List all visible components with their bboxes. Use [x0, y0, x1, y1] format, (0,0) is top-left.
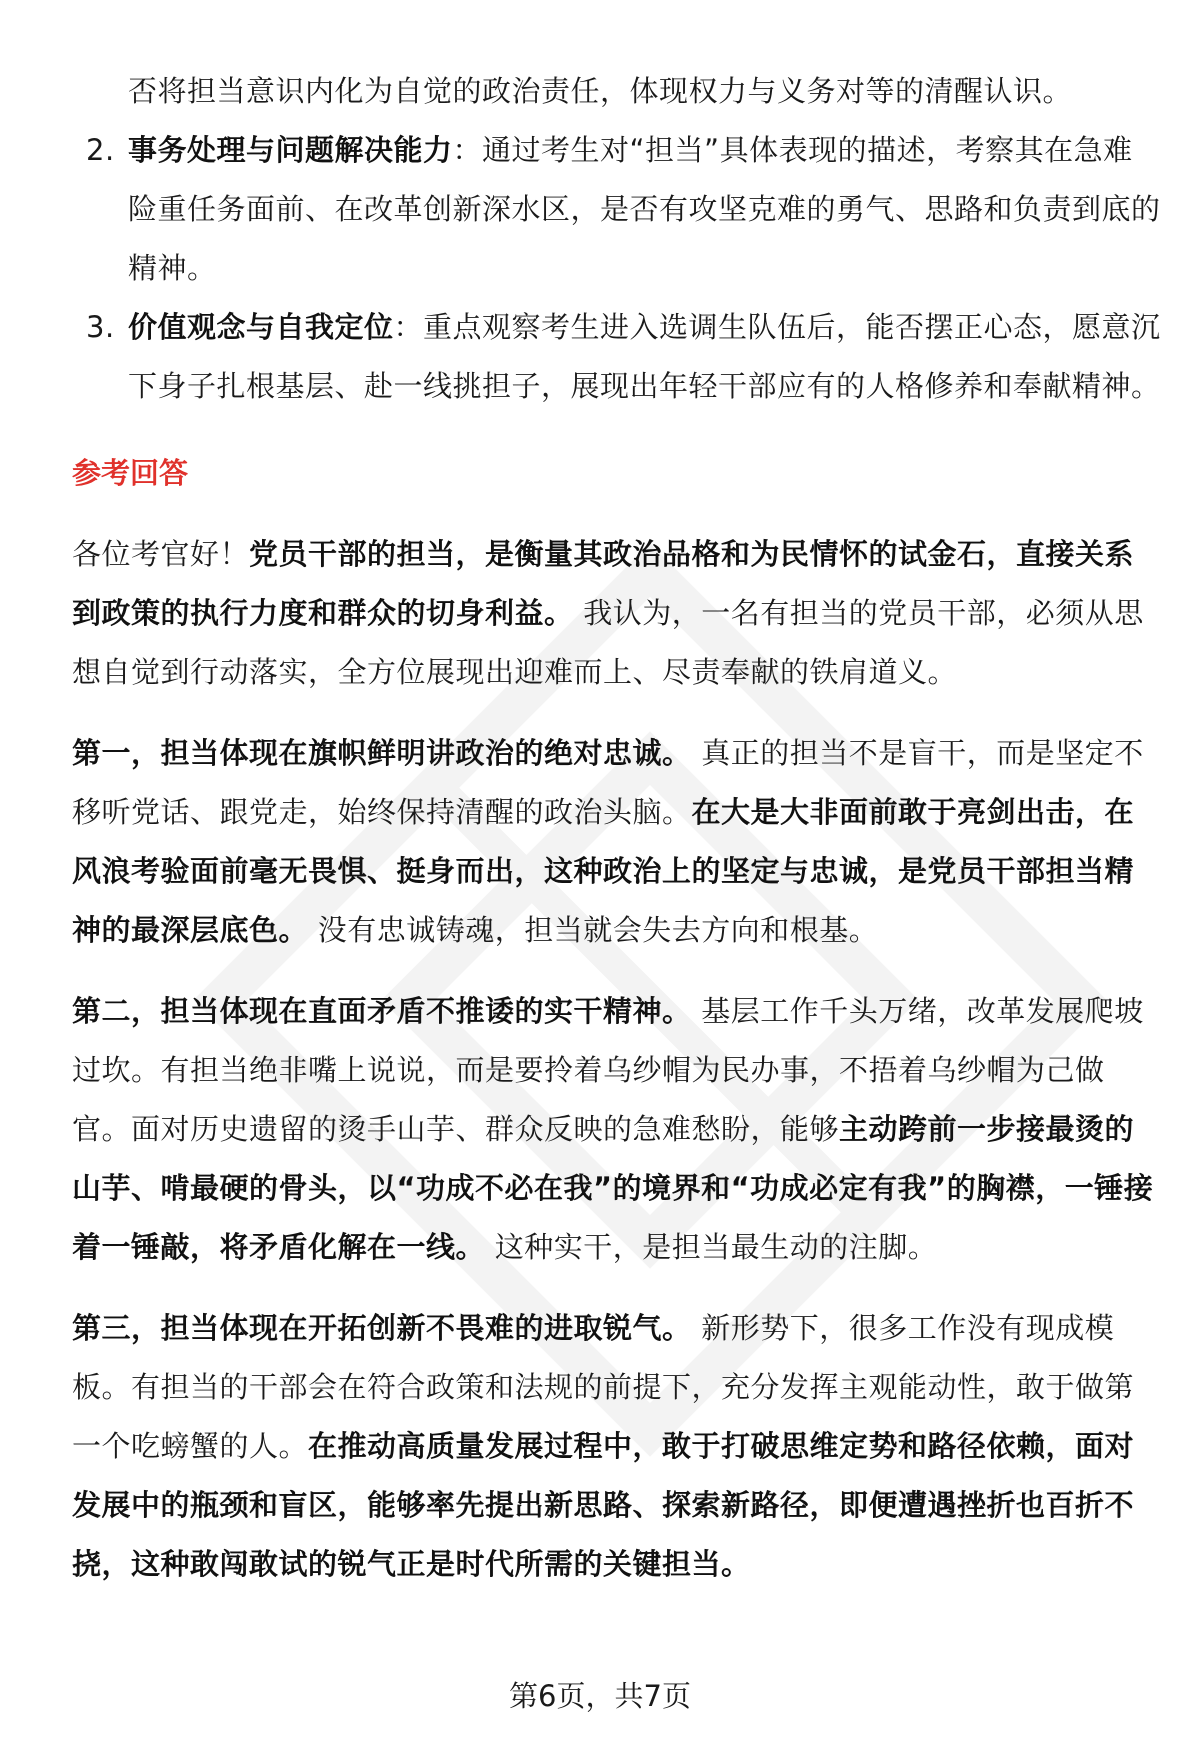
paragraph-bold-text: 主动跨前一步接最烫的山芋、啃最硬的骨头，以“功成不必在我”的境界和“功成必定有我”的胸襟，一锤接着一锤敲，将矛盾化解在一线。: [72, 1112, 1154, 1264]
answer-paragraph-opening: [72, 525, 1162, 702]
paragraph-bold-text: 在推动高质量发展过程中，敢于打破思维定势和路径依赖，面对发展中的瓶颈和盲区，能够率先提出新思路、探索新路径，即便遭遇挫折也百折不挠，这种敢闯敢试的锐气正是时代所需的关键担当。: [72, 1429, 1135, 1581]
paragraph-bold-text: 党员干部的担当，是衡量其政治品格和为民情怀的试金石，直接关系到政策的执行力度和群众的切身利益。: [72, 537, 1135, 630]
answer-paragraph-first: [72, 724, 1162, 960]
list-item-heading: 价值观念与自我定位: [128, 310, 394, 344]
list-item-continuation: 否将担当意识内化为自觉的政治责任，体现权力与义务对等的清醒认识。: [128, 74, 1073, 108]
paragraph-text: 基层工作千头万绪，改革发展爬坡过坎。有担当绝非嘴上说说，而是要拎着乌纱帽为民办事，不捂着乌纱帽为己做官。面对历史遗留的烫手山芋、群众反映的急难愁盼，能够: [72, 994, 1144, 1146]
paragraph-text: 没有忠诚铸魂，担当就会失去方向和根基。: [308, 913, 879, 947]
answer-paragraph-second: [72, 982, 1162, 1277]
answer-paragraph-third: [72, 1299, 1162, 1594]
section-title: 参考回答: [72, 456, 189, 490]
list-number: 3.: [86, 310, 115, 344]
paragraph-heading: 第一，担当体现在旗帜鲜明讲政治的绝对忠诚。: [72, 736, 692, 770]
paragraph-text: 各位考官好！: [72, 537, 250, 571]
page-number: 第6页，共7页: [509, 1679, 691, 1713]
paragraph-text: 我认为，一名有担当的党员干部，必须从思想自觉到行动落实，全方位展现出迎难而上、尽责奉献的铁肩道义。: [72, 596, 1144, 689]
paragraph-heading: 第三，担当体现在开拓创新不畏难的进取锐气。: [72, 1311, 692, 1345]
paragraph-text: 新形势下，很多工作没有现成模板。有担当的干部会在符合政策和法规的前提下，充分发挥主观能动性，敢于做第一个吃螃蟹的人。: [72, 1311, 1135, 1463]
list-number: 2.: [86, 133, 115, 167]
criteria-list: [72, 121, 1162, 416]
paragraph-bold-text: 在大是大非面前敢于亮剑出击，在风浪考验面前毫无畏惧、挺身而出，这种政治上的坚定与忠诚，是党员干部担当精神的最深层底色。: [72, 795, 1135, 947]
list-item: [72, 121, 1162, 298]
paragraph-text: 真正的担当不是盲干，而是坚定不移听党话、跟党走，始终保持清醒的政治头脑。: [72, 736, 1144, 829]
paragraph-heading: 第二，担当体现在直面矛盾不推诿的实干精神。: [72, 994, 692, 1028]
document-body: [72, 62, 1162, 1616]
list-item-heading: 事务处理与问题解决能力: [128, 133, 453, 167]
paragraph-text: 这种实干，是担当最生动的注脚。: [485, 1230, 938, 1264]
list-item: [72, 298, 1162, 416]
list-item-text: ：通过考生对“担当”具体表现的描述，考察其在急难险重任务面前、在改革创新深水区，是否有攻坚克难的勇气、思路和负责到底的精神。: [128, 133, 1161, 285]
list-item-text: ：重点观察考生进入选调生队伍后，能否摆正心态，愿意沉下身子扎根基层、赴一线挑担子，展现出年轻干部应有的人格修养和奉献精神。: [128, 310, 1161, 403]
